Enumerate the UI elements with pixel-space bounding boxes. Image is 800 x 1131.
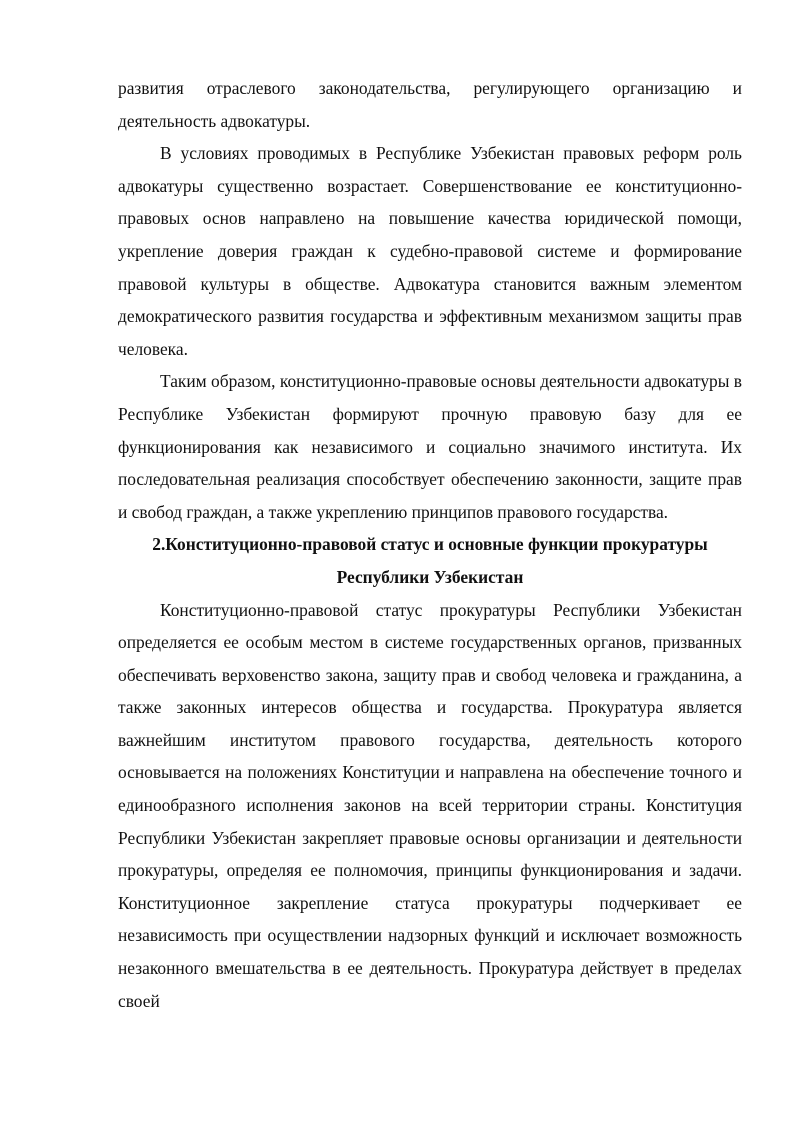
paragraph-prosecution-status: Конституционно-правовой статус прокуратуры Республики Узбекистан определяется ее особым местом в системе государственных органов, призванных обеспечивать верховенство закона, защиту прав и свобод человека и гражданина, а также законных интересов общества и государства. Прокуратура является важнейшим институтом правового государства, деятельность которого основывается на положениях Конституции и направлена на обеспечение точного и единообразного исполнения законов на всей территории страны. Конституция Республики Узбекистан закрепляет правовые основы организации и деятельности прокуратуры, определяя ее полномочия, принципы функционирования и задачи. Конституционное закрепление статуса прокуратуры подчеркивает ее независимость при осуществлении надзорных функций и исключает возможность незаконного вмешательства в ее деятельность. Прокуратура действует в пределах своей	[118, 599, 742, 1011]
paragraph-continuation: развития отраслевого законодательства, регулирующего организацию и деятельность адвокатуры.	[118, 78, 742, 131]
section-heading-line1: 2.Конституционно-правовой статус и основные функции прокуратуры	[152, 534, 708, 555]
paragraph-conclusion: Таким образом, конституционно-правовые основы деятельности адвокатуры в Республике Узбекистан формируют прочную правовую базу для ее функционирования как независимого и социально значимого института. Их последовательная реализация способствует обеспечению законности, защите прав и свобод граждан, а также укреплению принципов правового государства.	[118, 371, 742, 522]
paragraph-reforms: В условиях проводимых в Республике Узбекистан правовых реформ роль адвокатуры существенно возрастает. Совершенствование ее конституционно-правовых основ направлено на повышение качества юридической помощи, укрепление доверия граждан к судебно-правовой системе и формирование правовой культуры в обществе. Адвокатура становится важным элементом демократического развития государства и эффективным механизмом защиты прав человека.	[118, 143, 742, 359]
document-page	[118, 72, 742, 1017]
section-heading	[118, 528, 742, 593]
section-heading-line2: Республики Узбекистан	[336, 566, 524, 587]
